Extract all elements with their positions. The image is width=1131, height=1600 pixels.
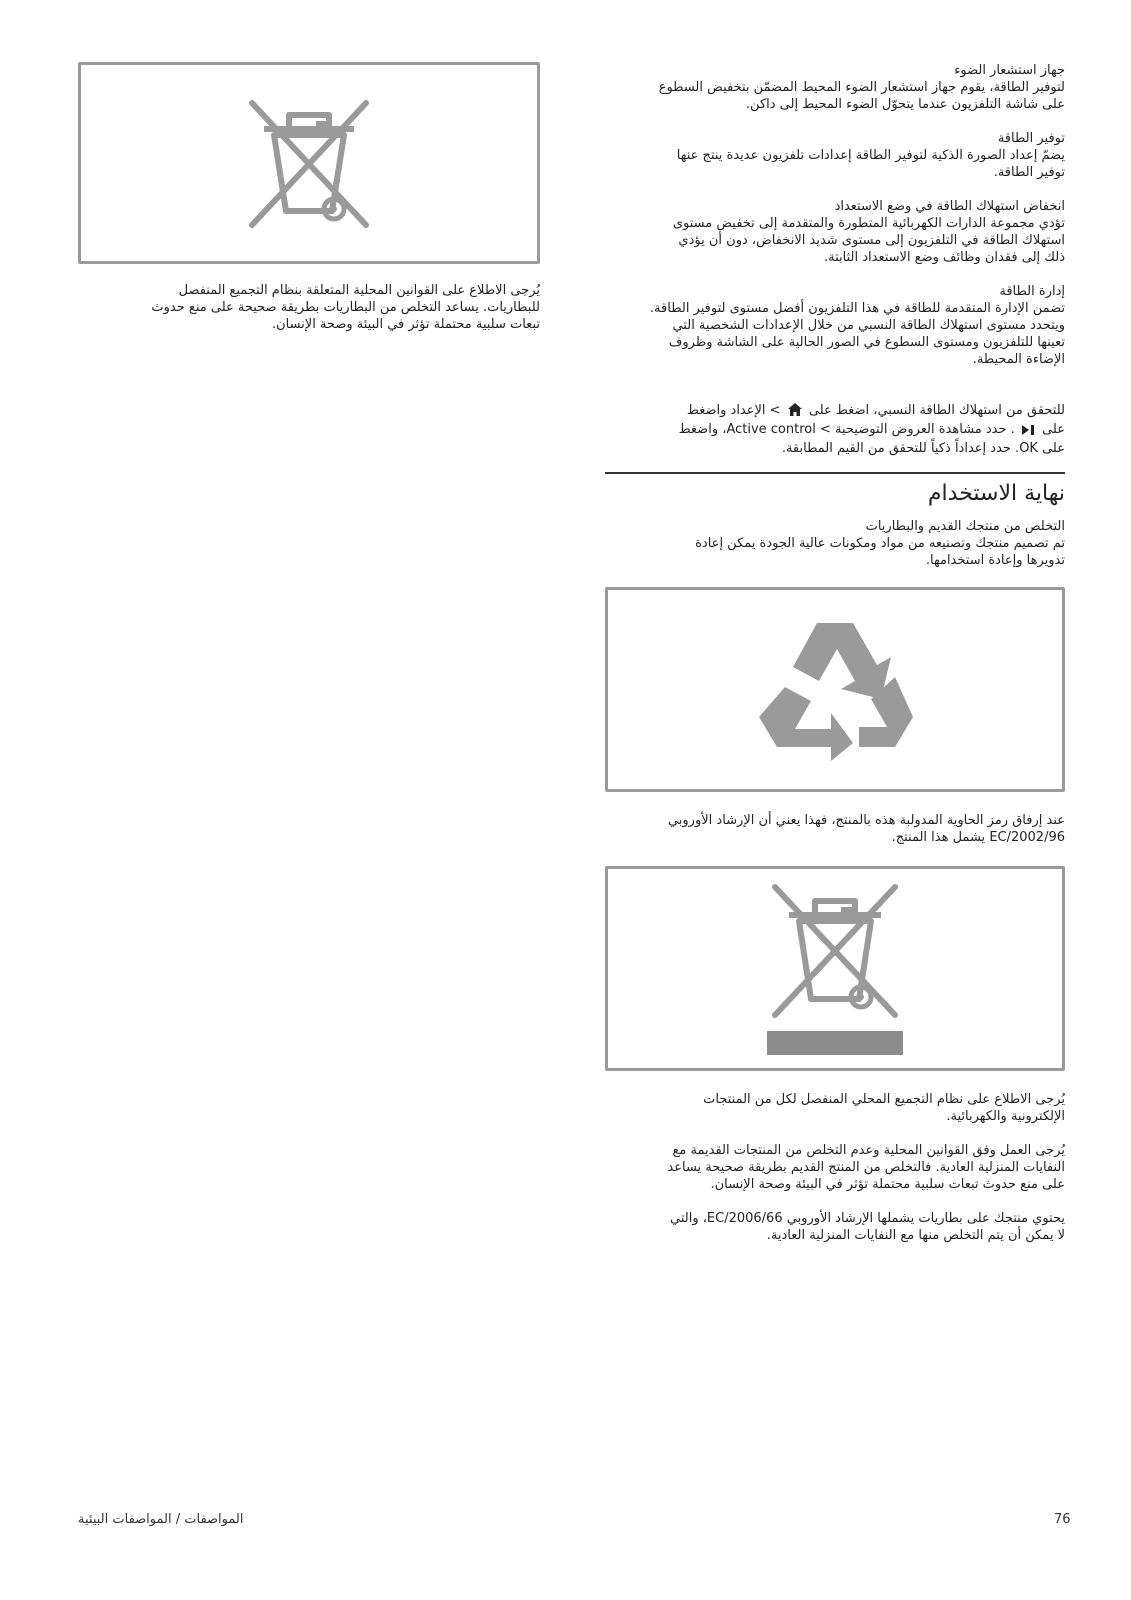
text-line: تؤدي مجموعة الدارات الكهربائية المتطورة والمتقدمة إلى تخفيض مستوى [672, 216, 1065, 231]
text-line: توفير الطاقة. [993, 165, 1065, 180]
section-title: توفير الطاقة [997, 131, 1065, 146]
text-line: الإلكترونية والكهربائية. [946, 1109, 1065, 1124]
page-number: 76 [1054, 1512, 1071, 1527]
text-line: يُرجى الاطلاع على نظام التجميع المحلي المنفصل لكل من المنتجات [703, 1092, 1065, 1107]
recycle-icon [755, 615, 915, 765]
battery-bin-figure [78, 62, 540, 264]
separate-collection-section [605, 1091, 1065, 1125]
text-line: ذلك إلى فقدان وظائف وضع الاستعداد الثابتة. [823, 250, 1065, 265]
section-divider [605, 472, 1065, 474]
text-line: لا يمكن أن يتم التخلص منها مع النفايات المنزلية العادية. [766, 1228, 1065, 1243]
text-line: على شاشة التلفزيون عندما يتحوّل الضوء المحيط إلى داكن. [745, 97, 1065, 112]
text-segment: للتحقق من استهلاك الطاقة النسبي، اضغط على [808, 403, 1065, 418]
battery-disposal-text [78, 282, 540, 333]
crossed-bin-icon [755, 879, 915, 1059]
power-management-section [605, 283, 1065, 368]
play-pause-icon [1022, 423, 1035, 440]
energy-saving-section [605, 130, 1065, 181]
text-line: يُرجى الاطلاع على القوانين المحلية المتعلقة بنظام التجميع المنفصل [178, 283, 540, 298]
footer-section-title: المواصفات / المواصفات البيئية [78, 1512, 244, 1527]
crossed-bin-icon [234, 93, 384, 233]
section-title: إدارة الطاقة [999, 284, 1065, 299]
text-line: لتوفير الطاقة، يقوم جهاز استشعار الضوء المحيط المضمّن بتخفيض السطوع [658, 80, 1065, 95]
home-icon [788, 403, 802, 421]
text-line: تبعات سلبية محتملة تؤثر في البيئة وصحة الإنسان. [271, 317, 540, 332]
text-line: عند إرفاق رمز الحاوية المدولبة هذه بالمنتج، فهذا يعني أن الإرشاد الأوروبي [667, 813, 1065, 828]
text-line: استهلاك الطاقة في التلفزيون إلى مستوى شديد الانخفاض، دون أن يؤدي [678, 233, 1065, 248]
text-segment: . حدد مشاهدة العروض التوضيحية > Active control، واضغط [678, 422, 1015, 437]
text-line [605, 402, 1065, 421]
right-column [605, 62, 1065, 1244]
text-line: للبطاريات. يساعد التخلص من البطاريات بطريقة صحيحة على منع حدوث [151, 300, 540, 315]
text-line: النفايات المنزلية العادية. فالتخلص من المنتج القديم بطريقة صحيحة يساعد [667, 1160, 1065, 1175]
text-line: تم تصميم منتجك وتصنيعه من مواد ومكونات عالية الجودة يمكن إعادة [695, 536, 1065, 551]
standby-section [605, 198, 1065, 266]
text-line: على منع حدوث تبعات سلبية محتملة تؤثر في البيئة وصحة الإنسان. [710, 1177, 1065, 1192]
text-segment: > الإعداد واضغط [686, 403, 781, 418]
text-line: يحتوي منتجك على بطاريات يشملها الإرشاد الأوروبي EC/2006/66، والتي [669, 1211, 1065, 1226]
section-title: جهاز استشعار الضوء [954, 63, 1065, 78]
text-line: تضمن الإدارة المتقدمة للطاقة في هذا التلفزيون أفضل مستوى لتوفير الطاقة. [649, 301, 1065, 316]
wheelie-bin-section [605, 812, 1065, 846]
weee-bin-figure [605, 866, 1065, 1071]
text-line: ويتحدد مستوى استهلاك الطاقة النسبي من خلال الإعدادات الشخصية التي [672, 318, 1065, 333]
text-line [605, 421, 1065, 440]
local-rules-section [605, 1142, 1065, 1193]
text-line: يُرجى العمل وفق القوانين المحلية وعدم التخلص من المنتجات القديمة مع [672, 1143, 1065, 1158]
text-segment: على [1042, 422, 1065, 437]
end-of-use-heading: نهاية الاستخدام [927, 481, 1065, 506]
check-consumption-section [605, 402, 1065, 457]
text-line: على OK. حدد إعداداً ذكياً للتحقق من القيم المطابقة. [781, 441, 1065, 456]
left-column [78, 62, 540, 333]
batteries-section [605, 1210, 1065, 1244]
text-line: الإضاءة المحيطة. [972, 352, 1065, 367]
section-title: التخلص من منتجك القديم والبطاريات [865, 519, 1065, 534]
text-line: EC/2002/96 يشمل هذا المنتج. [891, 830, 1065, 845]
recycle-figure [605, 587, 1065, 792]
text-line: يضمّ إعداد الصورة الذكية لتوفير الطاقة إعدادات تلفزيون عديدة ينتج عنها [676, 148, 1065, 163]
text-line: تدويرها وإعادة استخدامها. [925, 553, 1065, 568]
section-title: انخفاض استهلاك الطاقة في وضع الاستعداد [834, 199, 1065, 214]
light-sensor-section [605, 62, 1065, 113]
text-line: تعينها للتلفزيون ومستوى السطوع في الصور الحالية على الشاشة وظروف [668, 335, 1065, 350]
disposal-section [605, 518, 1065, 569]
